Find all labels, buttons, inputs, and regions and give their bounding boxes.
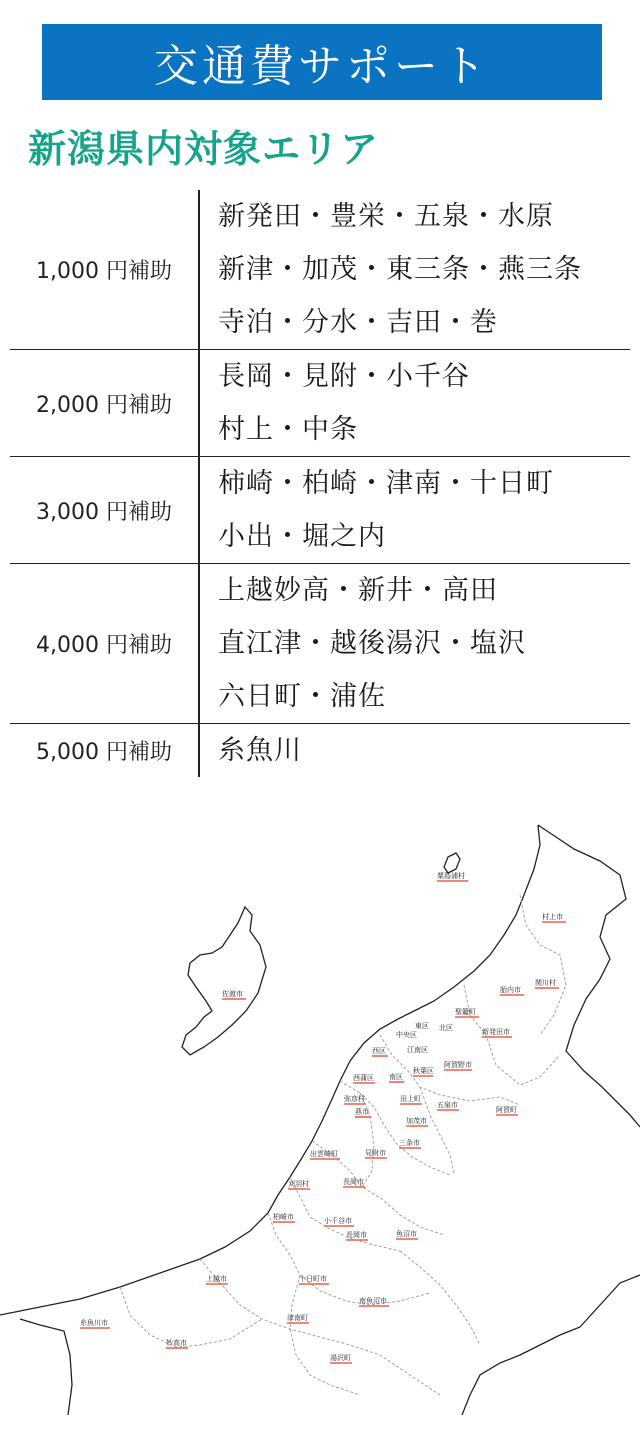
area-line: 六日町・浦佐: [218, 681, 386, 712]
map-label: 田上町: [400, 1095, 421, 1103]
map-label: 三条市: [399, 1139, 420, 1147]
title-banner: [42, 24, 602, 100]
map-label: 加茂市: [406, 1117, 427, 1125]
map-label: 江南区: [407, 1046, 428, 1054]
map-label: 見附市: [365, 1149, 386, 1157]
map-label: 新発田市: [482, 1028, 510, 1036]
map-label: 関川村: [535, 979, 556, 987]
area-line: 寺泊・分水・吉田・巻: [218, 307, 498, 338]
map-label: 東区: [415, 1022, 429, 1030]
map-label: 湯沢町: [330, 1354, 351, 1362]
area-line: 新津・加茂・東三条・燕三条: [218, 254, 582, 285]
map-labels: [80, 871, 566, 1363]
niigata-map: [0, 815, 640, 1415]
map-label: 出雲崎町: [310, 1150, 338, 1158]
area-line: 直江津・越後湯沢・塩沢: [218, 628, 526, 659]
map-label: 燕市: [355, 1108, 369, 1116]
area-line: 長岡・見附・小千谷: [218, 361, 470, 392]
map-label: 長岡市: [343, 1178, 364, 1186]
subsidy-row: [10, 190, 630, 350]
map-label: 胎内市: [500, 986, 521, 994]
map-label: 中央区: [396, 1031, 417, 1039]
map-label: 北区: [439, 1024, 453, 1032]
area-line: 小出・堀之内: [218, 521, 386, 552]
map-label: 十日町市: [299, 1275, 327, 1283]
area-line: 上越妙高・新井・高田: [218, 575, 498, 606]
section-subtitle: 新潟県内対象エリア: [28, 127, 380, 171]
subsidy-amount: 5,000 円補助: [10, 724, 200, 777]
map-label: 粟島浦村: [437, 872, 465, 880]
area-list: [200, 350, 630, 456]
subsidy-amount: 1,000 円補助: [10, 190, 200, 349]
map-label: 糸魚川市: [80, 1319, 108, 1327]
map-label: 妙高市: [166, 1339, 187, 1347]
subsidy-row: [10, 724, 630, 777]
municipality-borders: [120, 895, 566, 1395]
subsidy-amount: 2,000 円補助: [10, 350, 200, 456]
map-label: 村上市: [542, 913, 563, 921]
subsidy-row: [10, 457, 630, 564]
map-label: 弥彦村: [344, 1095, 365, 1103]
area-line: 柿崎・柏崎・津南・十日町: [218, 468, 554, 499]
map-label: 上越市: [206, 1275, 227, 1283]
map-label: 秋葉区: [413, 1067, 434, 1075]
map-label: 南魚沼市: [359, 1297, 387, 1305]
map-label: 五泉市: [437, 1101, 458, 1109]
map-label: 佐渡市: [222, 990, 243, 998]
map-label: 聖籠町: [455, 1008, 476, 1016]
subsidy-amount: 3,000 円補助: [10, 457, 200, 563]
map-label: 刈羽村: [288, 1180, 309, 1188]
area-list: [200, 724, 630, 777]
map-label: 長岡市: [346, 1231, 367, 1239]
subsidy-amount: 4,000 円補助: [10, 564, 200, 723]
area-list: [200, 190, 630, 349]
map-label: 西蒲区: [353, 1074, 374, 1082]
subsidy-row: [10, 350, 630, 457]
subsidy-row: [10, 564, 630, 724]
area-line: 新発田・豊栄・五泉・水原: [218, 201, 554, 232]
area-line: 村上・中条: [218, 414, 358, 445]
map-label: 南区: [389, 1073, 403, 1081]
map-label: 阿賀野市: [444, 1061, 472, 1069]
area-list: [200, 564, 630, 723]
banner-title: 交通費サポート: [154, 41, 490, 92]
map-label: 小千谷市: [324, 1217, 352, 1225]
subsidy-table: [10, 190, 630, 777]
map-label: 柏崎市: [273, 1213, 294, 1221]
map-label: 西区: [372, 1047, 386, 1055]
map-label: 阿賀町: [496, 1106, 517, 1114]
map-label: 魚沼市: [396, 1230, 417, 1238]
area-line: 糸魚川: [218, 735, 302, 766]
map-label: 津南町: [287, 1314, 308, 1322]
area-list: [200, 457, 630, 563]
